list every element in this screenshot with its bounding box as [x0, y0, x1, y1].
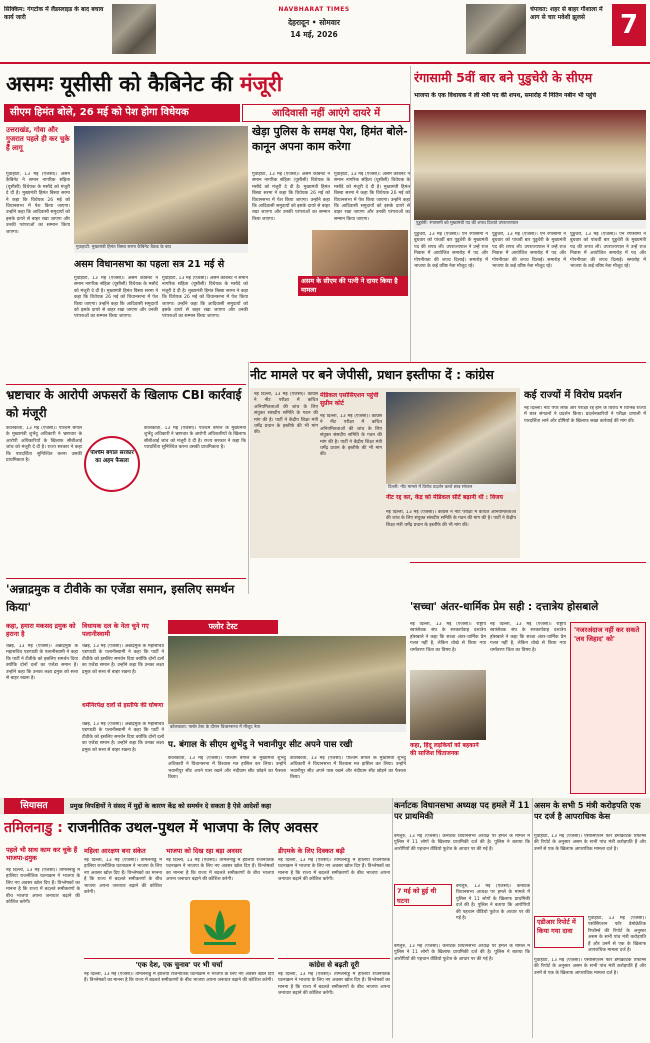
divider — [532, 798, 533, 1038]
bjp-logo — [190, 900, 250, 954]
politics-col3-head: भाजपा को दिख रहा बड़ा अवसर — [166, 847, 242, 855]
karnataka-headline: कर्नाटक विधानसभा अध्यक्ष पद हमले में 11 पर प्राथमिकी — [394, 800, 530, 821]
masthead — [0, 0, 650, 62]
politics-body-col1: नई दिल्ली, 13 मई (एजेंसी)। तमिलनाडु में हालिया राजनीतिक घटनाक्रम ने भाजपा के लिए नए अवसर खोल दिए हैं। विश्लेषकों का मानना है कि राज्य में बदलते समीकरणों के बीच भाजपा अपना जनाधार बढ़ाने की कोशिश करेगी। — [6, 868, 80, 906]
dattatreya-top-rule — [410, 562, 646, 563]
puducherry-subhead: भाजपा के एक विधायक ने ली मंत्री पद की शपथ, समारोह में नितिन नबीन भी पहुंचे — [414, 92, 597, 99]
tn-body-col1: चेन्नई, 13 मई (एजेंसी)। अन्नाद्रमुक के महासचिव एडप्पाडी के पलानीस्वामी ने कहा कि पार्टी ने टीवीके को इसलिए समर्थन दिया क्योंकि दोनों दलों का एजेंडा समान है। उन्होंने कहा कि उनका लक्ष्य द्रमुक को सत्ता से बाहर रखना है। — [6, 644, 78, 682]
neet-sidebar-head: मेडिकल एसोसिएशन पहुंची सुप्रीम कोर्ट — [320, 392, 379, 407]
politics-bottom-right-head: कांग्रेस से बढ़ती दूरी — [278, 958, 390, 970]
dattatreya-quote — [570, 622, 646, 794]
right-promo-photo — [466, 4, 526, 54]
assam-side-head: उत्तराखंड, गोवा और गुजरात पहले ही कर चुके हैं लागू — [6, 126, 70, 152]
assam-headline-text: असमः यूसीसी को कैबिनेट की — [6, 72, 233, 96]
politics-strap: प्रमुख विपक्षियों ने संसद में मुद्दों के कारण केंद्र को समर्थन दे सकता है ऐसे आदेशों कहा — [70, 802, 272, 810]
politics-body-col2: नई दिल्ली, 13 मई (एजेंसी)। तमिलनाडु में हालिया राजनीतिक घटनाक्रम ने भाजपा के लिए नए अवसर खोल दिए हैं। विश्लेषकों का मानना है कि राज्य में बदलते समीकरणों के बीच भाजपा अपना जनाधार बढ़ाने की कोशिश करेगी। — [84, 858, 162, 896]
neet-headline: नीट मामले पर बने जेपीसी, प्रधान इस्तीफा दें : कांग्रेस — [250, 367, 494, 382]
assam-body-col2: गुवाहाटी, 13 मई (एजेंसी)। असम कैबिनेट ने समान नागरिक संहिता (यूसीसी) विधेयक के मसौदे को मंजूरी दे दी है। मुख्यमंत्री हिमंत बिस्वा सरमा ने कहा कि विधेयक 26 मई को विधानसभा में पेश किया जाएगा। उन्होंने कहा कि आदिवासी समुदायों को इसके दायरे से बाहर रखा जाएगा और उनकी परंपराओं का सम्मान किया जाएगा। — [252, 172, 330, 222]
assam-session-body-b: गुवाहाटी, 13 मई (एजेंसी)। असम कैबिनेट ने समान नागरिक संहिता (यूसीसी) विधेयक के मसौदे को मंजूरी दे दी है। मुख्यमंत्री हिमंत बिस्वा सरमा ने कहा कि विधेयक 26 मई को विधानसभा में पेश किया जाएगा। उन्होंने कहा कि आदिवासी समुदायों को इसके दायरे से बाहर रखा जाएगा और उनकी परंपराओं का सम्मान किया जाएगा। — [162, 276, 248, 320]
tn-headline: 'अन्नाद्रमुक व टीवीके का एजेंडा समान, इसलिए समर्थन किया' — [6, 582, 235, 614]
tn-sub1: कहा, हमारा मकसद द्रमुक को हराना है — [6, 622, 76, 638]
puducherry-headline: रंगासामी 5वीं बार बने पुडुचेरी के सीएम — [414, 70, 593, 85]
assam-photo — [74, 126, 248, 244]
puducherry-body-col1: पुडुचेरी, 13 मई (एजेंसी)। एन रंगासामी ने बुधवार को पांचवीं बार पुडुचेरी के मुख्यमंत्री पद की शपथ ली। उपराज्यपाल ने उन्हें राज निवास में आयोजित समारोह में पद और गोपनीयता की शपथ दिलाई। समारोह में भाजपा के कई वरिष्ठ नेता मौजूद रहे। — [414, 232, 488, 270]
politics-body-col3: नई दिल्ली, 13 मई (एजेंसी)। तमिलनाडु में हालिया राजनीतिक घटनाक्रम ने भाजपा के लिए नए अवसर खोल दिए हैं। विश्लेषकों का मानना है कि राज्य में बदलते समीकरणों के बीच भाजपा अपना जनाधार बढ़ाने की कोशिश करेगी। — [166, 858, 274, 883]
date-line: देहरादून • सोमवार — [288, 18, 340, 27]
assam-fraud-body-b: गुवाहाटी, 13 मई (एजेंसी)। एसोसिएशन फॉर डेमोक्रेटिक रिफॉर्म्स की रिपोर्ट के अनुसार असम के सभी पांच मंत्री करोड़पति हैं और उनमें से एक के खिलाफ आपराधिक मामला दर्ज है। — [588, 916, 646, 954]
assam-headline — [6, 66, 408, 104]
assam-headline-highlight: मंजूरी — [239, 72, 283, 96]
cbi-circle-text: पश्चिम बंगाल सरकार का अहम फैसला — [90, 450, 134, 464]
neet-photo-caption: दिल्ली: नीट मामले में विरोध प्रदर्शन करते छात्र संगठन — [386, 484, 516, 492]
assam-quote-box: असम के सीएम की पत्नी ने दायर किया है मामला — [298, 276, 408, 296]
assam-fraud-body-c: गुवाहाटी, 13 मई (एजेंसी)। एसोसिएशन फॉर डेमोक्रेटिक रिफॉर्म्स की रिपोर्ट के अनुसार असम के सभी पांच मंत्री करोड़पति हैं और उनमें से एक के खिलाफ आपराधिक मामला दर्ज है। — [534, 958, 646, 976]
assam-inset-photo — [312, 230, 408, 276]
politics-headline: राजनीतिक उथल-पुथल में भाजपा के लिए अवसर — [67, 820, 318, 836]
neet-box-head: नीट रद्द कर, केंद्र को मेडिकल सीटें बढ़ानी थीं : विजय — [386, 494, 503, 501]
assam-subhead: सीएम हिमंत बोले, 26 मई को पेश होगा विधेयक — [4, 104, 240, 122]
politics-side1: पहले भी साथ काम कर चुके हैं भाजपा-द्रमुक — [6, 846, 78, 862]
tn-body-col2: चेन्नई, 13 मई (एजेंसी)। अन्नाद्रमुक के महासचिव एडप्पाडी के पलानीस्वामी ने कहा कि पार्टी ने टीवीके को इसलिए समर्थन दिया क्योंकि दोनों दलों का एजेंडा समान है। उन्होंने कहा कि उनका लक्ष्य द्रमुक को सत्ता से बाहर रखना है। — [82, 644, 164, 675]
floor-test-caption: कोलकाता: फ्लोर टेस्ट के दौरान विधानसभा में मौजूद नेता — [168, 724, 406, 732]
floor-test-body-b: कोलकाता, 13 मई (एजेंसी)। पश्चिम बंगाल के मुख्यमंत्री शुभेंदु अधिकारी ने विधानसभा में विश्वास मत हासिल कर लिया। उन्होंने भवानीपुर सीट अपने पास रखने और नंदीग्राम सीट छोड़ने का फैसला किया। — [290, 756, 406, 781]
politics-kicker: सियासत — [4, 798, 64, 814]
assam-second-head: खेड़ा पुलिस के समक्ष पेश, हिमंत बोले-कानून अपना काम करेगा — [252, 125, 408, 153]
assam-photo-caption: गुवाहाटी: मुख्यमंत्री हिमंत बिस्वा सरमा कैबिनेट बैठक के बाद — [74, 244, 248, 253]
dattatreya-body-col1: नई दिल्ली, 13 मई (एजेंसी)। राष्ट्रीय स्वयंसेवक संघ के सरकार्यवाह दत्तात्रेय होसबाले ने कहा कि सच्चा अंतर-धार्मिक प्रेम गलत नहीं है, लेकिन धोखे से किया गया धर्मांतरण चिंता का विषय है। — [410, 622, 486, 653]
puducherry-body-col3: पुडुचेरी, 13 मई (एजेंसी)। एन रंगासामी ने बुधवार को पांचवीं बार पुडुचेरी के मुख्यमंत्री पद की शपथ ली। उपराज्यपाल ने उन्हें राज निवास में आयोजित समारोह में पद और गोपनीयता की शपथ दिलाई। समारोह में भाजपा के कई वरिष्ठ नेता मौजूद रहे। — [570, 232, 646, 270]
dattatreya-inset-head: कहा, हिंदू लड़कियों को बहकाने की साजिश चिंताजनक — [410, 742, 479, 757]
assam-fraud-headline: असम के सभी 5 मंत्री करोड़पति एक पर दर्ज है आपराधिक केस — [534, 801, 641, 821]
dattatreya-photo — [410, 670, 486, 740]
floor-test-photo — [168, 636, 406, 724]
left-promo-photo — [112, 4, 156, 54]
politics-body-col4: नई दिल्ली, 13 मई (एजेंसी)। तमिलनाडु में हालिया राजनीतिक घटनाक्रम ने भाजपा के लिए नए अवसर खोल दिए हैं। विश्लेषकों का मानना है कि राज्य में बदलते समीकरणों के बीच भाजपा अपना जनाधार बढ़ाने की कोशिश करेगी। — [278, 858, 390, 883]
karnataka-body-c: बेंगलुरु, 13 मई (एजेंसी)। कर्नाटक विधानसभा अध्यक्ष पर हमले के मामले में पुलिस ने 11 लोगों के खिलाफ प्राथमिकी दर्ज की है। पुलिस ने बताया कि आरोपियों की पहचान वीडियो फुटेज के आधार पर की गई है। — [394, 944, 530, 962]
cbi-top-rule — [6, 384, 246, 385]
assam-session-head: असम विधानसभा का पहला सत्र 21 मई से — [74, 259, 225, 270]
politics-bottom-left-body: नई दिल्ली, 13 मई (एजेंसी)। तमिलनाडु में हालिया राजनीतिक घटनाक्रम ने भाजपा के लिए नए अवसर खोल दिए हैं। विश्लेषकों का मानना है कि राज्य में बदलते समीकरणों के बीच भाजपा अपना जनाधार बढ़ाने की कोशिश करेगी। — [84, 972, 274, 984]
divider — [392, 798, 393, 1038]
floor-test-tag: फ्लोर टेस्ट — [168, 620, 278, 634]
protest-headline: कई राज्यों में विरोध प्रदर्शन — [524, 390, 622, 401]
assam-fraud-box: एडीआर रिपोर्ट में किया गया दावा — [534, 916, 584, 948]
tn-sub3: धर्मनिरपेक्ष दलों से इस्तीफे की घोषणा — [82, 702, 164, 709]
assam-strap: आदिवासी नहीं आएंगे दायरे में — [242, 104, 410, 122]
assam-body-col3: गुवाहाटी, 13 मई (एजेंसी)। असम कैबिनेट ने समान नागरिक संहिता (यूसीसी) विधेयक के मसौदे को मंजूरी दे दी है। मुख्यमंत्री हिमंत बिस्वा सरमा ने कहा कि विधेयक 26 मई को विधानसभा में पेश किया जाएगा। उन्होंने कहा कि आदिवासी समुदायों को इसके दायरे से बाहर रखा जाएगा और उनकी परंपराओं का सम्मान किया जाएगा। — [334, 172, 410, 222]
puducherry-body-col2: पुडुचेरी, 13 मई (एजेंसी)। एन रंगासामी ने बुधवार को पांचवीं बार पुडुचेरी के मुख्यमंत्री पद की शपथ ली। उपराज्यपाल ने उन्हें राज निवास में आयोजित समारोह में पद और गोपनीयता की शपथ दिलाई। समारोह में भाजपा के कई वरिष्ठ नेता मौजूद रहे। — [492, 232, 566, 270]
floor-test-headline: प. बंगाल के सीएम शुभेंदु ने भवानीपुर सीट अपने पास रखी — [168, 740, 353, 750]
masthead-brand: NAVBHARAT TIMES — [278, 6, 350, 13]
assam-session-body-a: गुवाहाटी, 13 मई (एजेंसी)। असम कैबिनेट ने समान नागरिक संहिता (यूसीसी) विधेयक के मसौदे को मंजूरी दे दी है। मुख्यमंत्री हिमंत बिस्वा सरमा ने कहा कि विधेयक 26 मई को विधानसभा में पेश किया जाएगा। उन्होंने कहा कि आदिवासी समुदायों को इसके दायरे से बाहर रखा जाएगा और उनकी परंपराओं का सम्मान किया जाएगा। — [74, 276, 158, 320]
tn-body-col2b: चेन्नई, 13 मई (एजेंसी)। अन्नाद्रमुक के महासचिव एडप्पाडी के पलानीस्वामी ने कहा कि पार्टी ने टीवीके को इसलिए समर्थन दिया क्योंकि दोनों दलों का एजेंडा समान है। उन्होंने कहा कि उनका लक्ष्य द्रमुक को सत्ता से बाहर रखना है। — [82, 722, 164, 753]
divider — [410, 66, 411, 362]
tn-sub2: विधायक दल के नेता चुने गए पलानीस्वामी — [82, 622, 149, 638]
karnataka-body-b: बेंगलुरु, 13 मई (एजेंसी)। कर्नाटक विधानसभा अध्यक्ष पर हमले के मामले में पुलिस ने 11 लोगों के खिलाफ प्राथमिकी दर्ज की है। पुलिस ने बताया कि आरोपियों की पहचान वीडियो फुटेज के आधार पर की गई है। — [456, 884, 530, 922]
puducherry-photo — [414, 110, 646, 220]
protest-body: नई दिल्ली। नीट पेपर लीक और परीक्षा रद्द होने के विरोध में विभिन्न राज्यों में छात्र संगठनों ने प्रदर्शन किया। प्रदर्शनकारियों ने परीक्षा प्रणाली में पारदर्शिता लाने और दोषियों के खिलाफ सख्त कार्रवाई की मांग की। — [524, 406, 646, 424]
dattatreya-body-col2: नई दिल्ली, 13 मई (एजेंसी)। राष्ट्रीय स्वयंसेवक संघ के सरकार्यवाह दत्तात्रेय होसबाले ने कहा कि सच्चा अंतर-धार्मिक प्रेम गलत नहीं है, लेकिन धोखे से किया गया धर्मांतरण चिंता का विषय है। — [490, 622, 566, 653]
assam-body-col1: गुवाहाटी, 13 मई (एजेंसी)। असम कैबिनेट ने समान नागरिक संहिता (यूसीसी) विधेयक के मसौदे को मंजूरी दे दी है। मुख्यमंत्री हिमंत बिस्वा सरमा ने कहा कि विधेयक 26 मई को विधानसभा में पेश किया जाएगा। उन्होंने कहा कि आदिवासी समुदायों को इसके दायरे से बाहर रखा जाएगा और उनकी परंपराओं का सम्मान किया जाएगा। — [6, 172, 70, 235]
puducherry-photo-caption: पुडुचेरी: रंगासामी को मुख्यमंत्री पद की शपथ दिलाते उपराज्यपाल — [414, 220, 646, 229]
politics-bottom-right-body: नई दिल्ली, 13 मई (एजेंसी)। तमिलनाडु में हालिया राजनीतिक घटनाक्रम ने भाजपा के लिए नए अवसर खोल दिए हैं। विश्लेषकों का मानना है कि राज्य में बदलते समीकरणों के बीच भाजपा अपना जनाधार बढ़ाने की कोशिश करेगी। — [278, 972, 390, 997]
dattatreya-quote-text: 'नजरअंदाज नहीं कर सकते 'लव जिहाद' को' — [574, 626, 640, 643]
neet-top-rule — [250, 362, 646, 363]
cbi-circle — [84, 436, 140, 492]
politics-headline-wrap — [4, 816, 390, 840]
karnataka-body-a: बेंगलुरु, 13 मई (एजेंसी)। कर्नाटक विधानसभा अध्यक्ष पर हमले के मामले में पुलिस ने 11 लोगों के खिलाफ प्राथमिकी दर्ज की है। पुलिस ने बताया कि आरोपियों की पहचान वीडियो फुटेज के आधार पर की गई है। — [394, 834, 530, 852]
masthead-rule — [0, 62, 650, 64]
page-number: 7 — [619, 10, 639, 40]
date: 14 मई, 2026 — [290, 30, 338, 39]
lotus-icon — [190, 900, 250, 954]
neet-photo — [386, 392, 516, 484]
cbi-body-col2: कोलकाता, 13 मई (एजेंसी)। पश्चिम बंगाल के मुख्यमंत्री शुभेंदु अधिकारी ने भ्रष्टाचार के आरोपी अधिकारियों के खिलाफ सीबीआई जांच को मंजूरी दे दी है। राज्य सरकार ने कहा कि पारदर्शिता सुनिश्चित करना उसकी प्राथमिकता है। — [144, 426, 246, 451]
politics-bottom-left-head: 'एक देश, एक चुनाव' पर भी चर्चा — [84, 958, 274, 970]
neet-body-col1: नई दिल्ली, 13 मई (एजेंसी)। कांग्रेस ने नीट परीक्षा में कथित अनियमितताओं की जांच के लिए संयुक्त संसदीय समिति के गठन की मांग की है। पार्टी ने केंद्रीय शिक्षा मंत्री धर्मेंद्र प्रधान के इस्तीफे की भी मांग की। — [254, 392, 318, 436]
floor-test-body-a: कोलकाता, 13 मई (एजेंसी)। पश्चिम बंगाल के मुख्यमंत्री शुभेंदु अधिकारी ने विधानसभा में विश्वास मत हासिल कर लिया। उन्होंने भवानीपुर सीट अपने पास रखने और नंदीग्राम सीट छोड़ने का फैसला किया। — [168, 756, 286, 781]
assam-fraud-body-a: गुवाहाटी, 13 मई (एजेंसी)। एसोसिएशन फॉर डेमोक्रेटिक रिफॉर्म्स की रिपोर्ट के अनुसार असम के सभी पांच मंत्री करोड़पति हैं और उनमें से एक के खिलाफ आपराधिक मामला दर्ज है। — [534, 834, 646, 852]
page-number-badge — [612, 4, 646, 46]
left-promo-text: सिक्किम: गंगटोक में लैंडस्लाइड के बाद बचाव कार्य जारी — [4, 6, 104, 21]
tn-top-rule — [6, 578, 246, 579]
politics-headline-label: तमिलनाडु : — [4, 820, 63, 836]
right-promo-text: चंपावत: शहर से बाहर गौशाला में आग से चार मवेशी झुलसे — [530, 6, 603, 21]
politics-col4-head: डीएमके के लिए दिक्कत बढ़ी — [278, 847, 345, 855]
cbi-headline: भ्रष्टाचार के आरोपी अफसरों के खिलाफ CBI कार्रवाई को मंजूरी — [6, 388, 242, 420]
divider — [248, 362, 249, 594]
dattatreya-headline: 'सच्चा' अंतर-धार्मिक प्रेम सही : दत्तात्रेय होसबाले — [410, 601, 599, 613]
neet-sidebar-body: नई दिल्ली, 13 मई (एजेंसी)। कांग्रेस ने नीट परीक्षा में कथित अनियमितताओं की जांच के लिए संयुक्त संसदीय समिति के गठन की मांग की है। पार्टी ने केंद्रीय शिक्षा मंत्री धर्मेंद्र प्रधान के इस्तीफे की भी मांग की। — [320, 414, 382, 458]
neet-box-body: नई दिल्ली, 13 मई (एजेंसी)। कांग्रेस ने नीट परीक्षा में कथित अनियमितताओं की जांच के लिए संयुक्त संसदीय समिति के गठन की मांग की है। पार्टी ने केंद्रीय शिक्षा मंत्री धर्मेंद्र प्रधान के इस्तीफे की भी मांग की। — [386, 510, 516, 528]
politics-col2-head: महिला आरक्षण बना संकेत — [84, 847, 146, 855]
cbi-body-col1: कोलकाता, 13 मई (एजेंसी)। पश्चिम बंगाल के मुख्यमंत्री शुभेंदु अधिकारी ने भ्रष्टाचार के आरोपी अधिकारियों के खिलाफ सीबीआई जांच को मंजूरी दे दी है। राज्य सरकार ने कहा कि पारदर्शिता सुनिश्चित करना उसकी प्राथमिकता है। — [6, 426, 82, 464]
karnataka-box: 7 मई को हुई थी घटना — [394, 884, 452, 906]
